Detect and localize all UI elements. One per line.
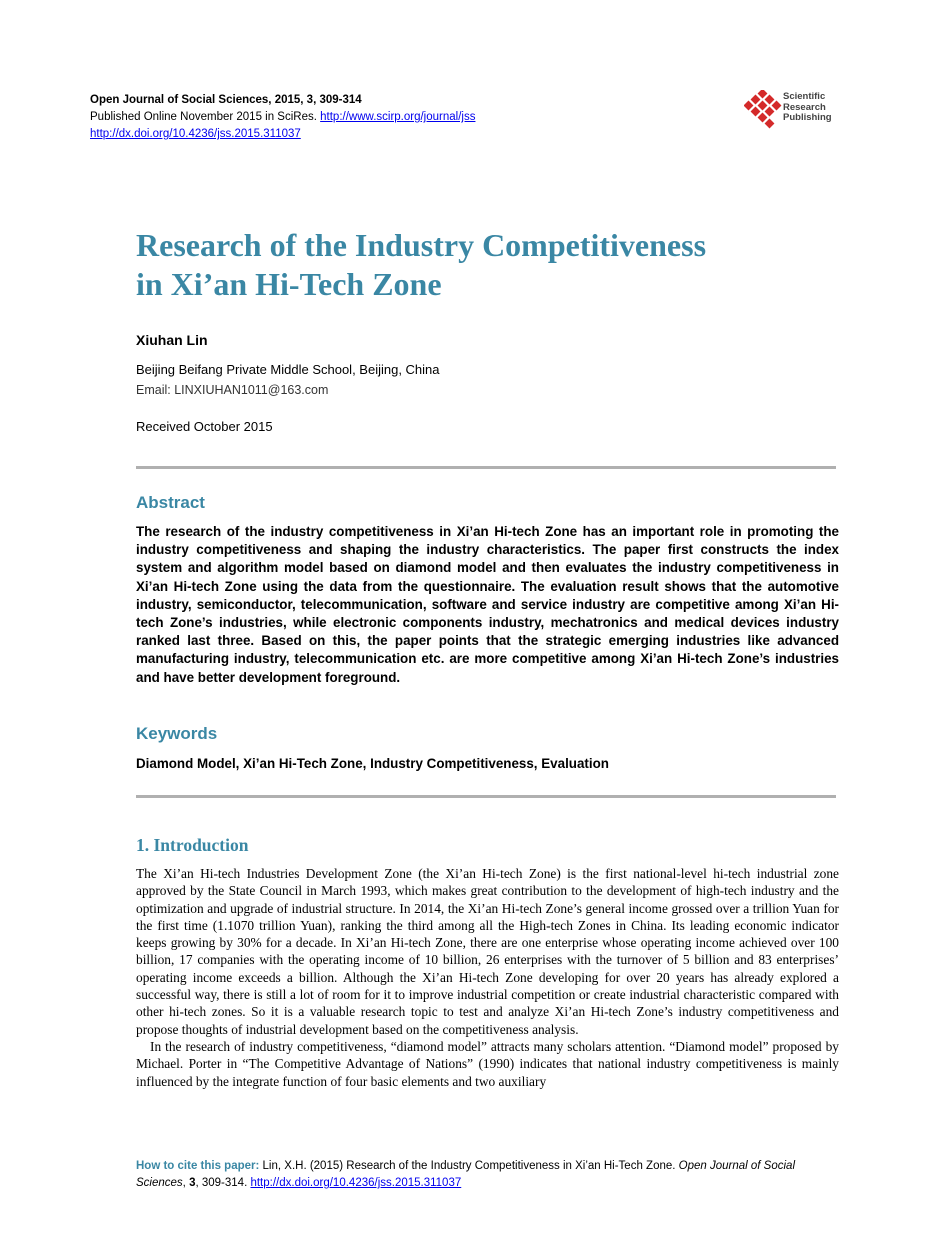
journal-header — [90, 92, 475, 143]
scirp-diamond-icon — [744, 90, 782, 130]
citation-label: How to cite this paper: — [136, 1160, 260, 1172]
author-affiliation: Beijing Beifang Private Middle School, Beijing, China — [136, 362, 440, 377]
publisher-logo — [744, 90, 854, 130]
logo-line-2: Research — [783, 101, 826, 113]
citation-doi-link[interactable]: http://dx.doi.org/10.4236/jss.2015.311037 — [250, 1177, 462, 1189]
journal-url-link[interactable]: http://www.scirp.org/journal/jss — [320, 111, 476, 123]
journal-line: Open Journal of Social Sciences, 2015, 3, 309-314 — [90, 94, 362, 106]
citation-text: Lin, X.H. (2015) Research of the Industry Competitiveness in Xi’an Hi-Tech Zone. — [262, 1160, 676, 1172]
author-email[interactable]: Email: LINXIUHAN1011@163.com — [136, 383, 329, 397]
published-line — [90, 109, 475, 126]
introduction-body — [136, 865, 839, 1090]
citation-pages: 309-314. — [201, 1177, 248, 1189]
doi-link[interactable]: http://dx.doi.org/10.4236/jss.2015.311037 — [90, 128, 301, 140]
received-date: Received October 2015 — [136, 419, 273, 434]
paper-title — [136, 226, 836, 304]
logo-line-3: Publishing — [783, 112, 832, 123]
abstract-heading: Abstract — [136, 493, 205, 512]
introduction-paragraph-1: The Xi’an Hi-tech Industries Development Zone (the Xi’an Hi-tech Zone) is the first national-level hi-tech industrial zone approved by the State Council in March 1993, which makes great contribution to the development of high-tech industry and the optimization and upgrade of industrial structure. In 2014, the Xi’an Hi-tech Zone’s general income grossed over a trillion Yuan for the first time (1.1070 trillion Yuan), ranking the third among all the High-tech Zones in China. Its leading economic indicator keeps growing by 30% for a decade. In Xi’an Hi-tech Zone, there are one enterprise whose operating income achieved over 100 billion, 17 companies with the operating income of 10 billion, 26 enterprises with the turnover of 5 billion and 83 enterprises’ operating income exceeds a billion. Although the Xi’an Hi-tech Zone developing for over 20 years has already explored a successful way, there is still a lot of room for it to improve industrial competition or create industrial characteristic compared with other hi-tech zones. So it is a valuable research topic to test and analyze Xi’an Hi-tech Zone’s industry competitiveness and propose thoughts of industrial development based on the competitiveness analysis. — [136, 866, 839, 1037]
divider-bottom — [136, 795, 836, 798]
introduction-heading: 1. Introduction — [136, 835, 249, 855]
logo-text — [783, 92, 832, 124]
keywords-text: Diamond Model, Xi’an Hi-Tech Zone, Industry Competitiveness, Evaluation — [136, 756, 609, 771]
keywords-heading: Keywords — [136, 724, 218, 743]
author-name: Xiuhan Lin — [136, 332, 208, 348]
citation-journal: Open Journal of Social Sciences — [136, 1160, 796, 1189]
divider-top — [136, 466, 836, 469]
introduction-paragraph-2: In the research of industry competitiveness, “diamond model” attracts many scholars attention. “Diamond model” proposed by Michael. Porter in “The Competitive Advantage of Nations” (1990) indicates that national industry competitiveness is mainly influenced by the integrate function of four basic elements and two auxiliary — [136, 1038, 839, 1089]
logo-line-1: Scientific — [783, 91, 826, 102]
citation-footer: How to cite this paper: Lin, X.H. (2015) Research of the Industry Competitiveness in Xi’an Hi-Tech Zone. Open Journal of Social Sciences, 3, 309-314. http://dx.doi.org/10.4236/jss.2015.311037 — [136, 1160, 796, 1189]
abstract-text: The research of the industry competitiveness in Xi’an Hi-tech Zone has an important role in promoting the industry competitiveness and shaping the industry characteristics. The paper first constructs the index system and algorithm model based on diamond model and then evaluates the industry competitiveness in Xi’an Hi-tech Zone using the data from the questionnaire. The evaluation result shows that the automotive industry, semiconductor, telecommunication, software and service industry are competitive among Xi’an Hi-tech Zone’s industries, while electronic components industry, mechatronics and medical devices industry ranked last three. Based on this, the paper points that the strategic emerging industries like advanced manufacturing industry, telecommunication etc. are more competitive among Xi’an Hi-tech Zone’s industries and have better development foreground. — [136, 524, 839, 685]
published-prefix: Published Online November 2015 in SciRes. — [90, 111, 317, 123]
citation-volume: 3 — [189, 1177, 196, 1189]
title-line-2: in Xi’an Hi-Tech Zone — [136, 266, 442, 302]
title-line-1: Research of the Industry Competitiveness — [136, 227, 707, 263]
